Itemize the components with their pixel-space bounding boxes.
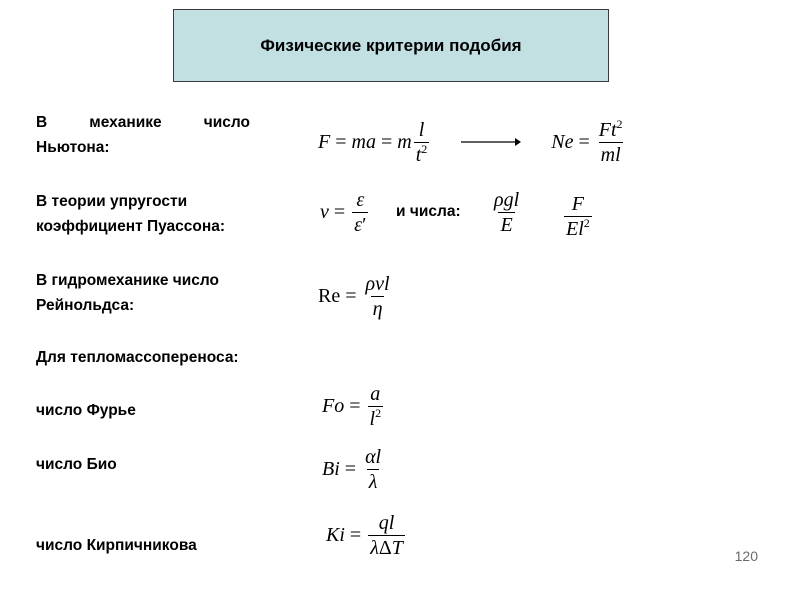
fourier-label: число Фурье: [36, 402, 136, 419]
hydro-label-line2: Рейнольдса:: [36, 297, 135, 314]
elasticity-label-line1: В теории упругости: [36, 193, 188, 210]
page-number: 120: [734, 548, 758, 564]
hydro-label-line1: В гидромеханике число: [36, 272, 220, 289]
kirpichev-label: число Кирпичникова: [36, 537, 197, 554]
title-box: [173, 9, 609, 82]
elasticity-label-line2: коэффициент Пуассона:: [36, 218, 225, 235]
and-numbers-label: и числа:: [396, 203, 461, 220]
slide-title: Физические критерии подобия: [260, 35, 522, 55]
reynolds-formula: Re = $\frac{\text{ρvl}}{\eta}$: [318, 272, 390, 320]
biot-formula: Bi = $\frac{\alpha l}{\lambda}$: [322, 445, 382, 493]
poisson-formula: ν = $\frac{\varepsilon}{\varepsilon'}$: [320, 188, 367, 236]
mechanics-label: В механике число Ньютона:: [36, 114, 250, 156]
newton-formula: F = ma = m $\frac{l}{t^2}$ Ne = $\frac{Ft^2}{ml}$: [318, 116, 623, 166]
arrow-right-icon: [461, 136, 521, 148]
biot-label: число Био: [36, 456, 117, 473]
fourier-formula: Fo = $\frac{a}{l^2}$: [322, 382, 382, 430]
heat-transfer-header: Для тепломассопереноса:: [36, 349, 239, 366]
elasticity-number-1: $\frac{\text{ρgl}}{E}$: [494, 188, 520, 236]
elasticity-number-2: $\frac{F}{El^2}$: [566, 192, 590, 240]
kirpichev-formula: Ki = $\frac{ql}{\text{λΔT}}$: [326, 511, 403, 559]
